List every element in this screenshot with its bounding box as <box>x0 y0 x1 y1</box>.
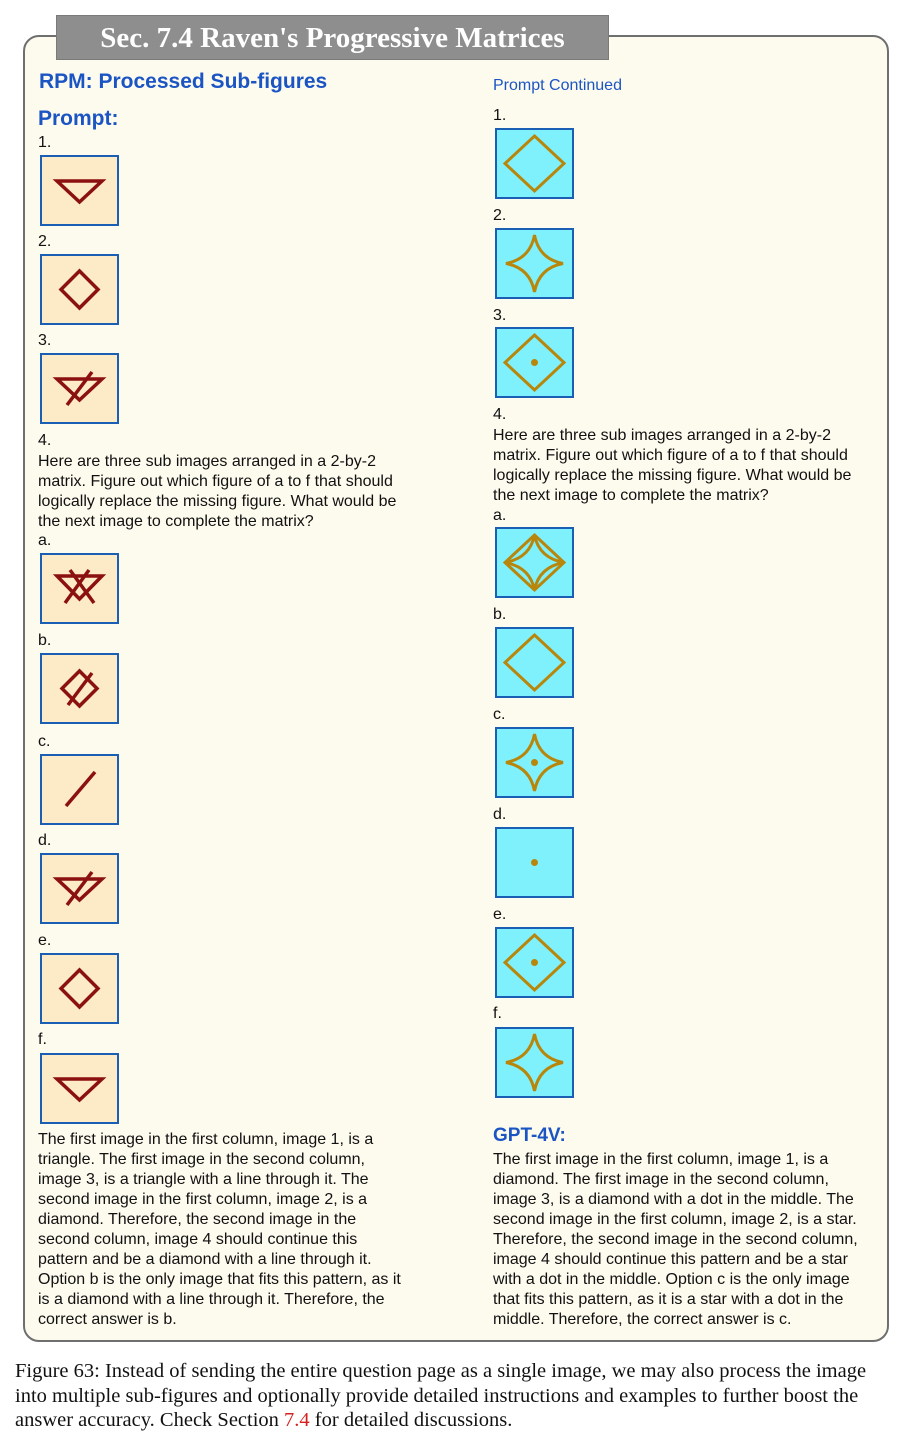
left-option-d <box>40 853 119 924</box>
left-label-b: b. <box>38 632 52 649</box>
left-label-a: a. <box>38 532 52 549</box>
left-answer-line: second image in the first column, image 2, is a <box>38 1191 368 1208</box>
right-figure-1-diamond <box>495 128 574 199</box>
left-label-e: e. <box>38 932 52 949</box>
right-question-line: logically replace the missing figure. What would be <box>493 467 852 484</box>
right-question-line: Here are three sub images arranged in a 2-by-2 <box>493 427 831 444</box>
left-answer-line: second column, image 4 should continue this <box>38 1231 358 1248</box>
right-label-e: e. <box>493 906 507 923</box>
caption-text: Figure 63: Instead of sending the entire question page as a single image, we may also process the image into multiple sub-figures and optionally provide detailed instructions and examples to further boost the answer accuracy. Check Section <box>15 1360 867 1431</box>
left-figure-3-triangle-line <box>40 353 119 424</box>
right-label-3: 3. <box>493 307 507 324</box>
left-answer-line: pattern and be a diamond with a line through it. <box>38 1251 372 1268</box>
figure-caption <box>15 1359 895 1433</box>
left-label-d: d. <box>38 832 52 849</box>
right-option-d <box>495 827 574 898</box>
left-answer-line: Option b is the only image that fits this pattern, as it <box>38 1271 401 1288</box>
right-answer-line: Therefore, the second image in the second column, <box>493 1231 858 1248</box>
prompt-heading: Prompt: <box>38 107 119 130</box>
left-label-f: f. <box>38 1031 47 1048</box>
right-option-e <box>495 927 574 998</box>
right-option-f <box>495 1027 574 1098</box>
left-question-line: Here are three sub images arranged in a 2-by-2 <box>38 453 376 470</box>
right-label-d: d. <box>493 806 507 823</box>
left-question-line: the next image to complete the matrix? <box>38 513 314 530</box>
left-label-1: 1. <box>38 134 52 151</box>
right-option-c <box>495 727 574 798</box>
left-figure-1-triangle <box>40 155 119 226</box>
left-answer-line: triangle. The first image in the second column, <box>38 1151 365 1168</box>
left-option-e <box>40 953 119 1024</box>
prompt-continued-heading: Prompt Continued <box>493 77 622 94</box>
right-answer-line: image 4 should continue this pattern and be a star <box>493 1251 848 1268</box>
right-label-c: c. <box>493 706 506 723</box>
section-link[interactable]: 7.4 <box>284 1409 310 1431</box>
right-answer-line: image 3, is a diamond with a dot in the middle. The <box>493 1191 854 1208</box>
right-label-4: 4. <box>493 406 507 423</box>
left-answer-line: is a diamond with a line through it. Therefore, the <box>38 1291 385 1308</box>
right-label-b: b. <box>493 606 507 623</box>
left-option-a <box>40 553 119 624</box>
right-figure-3-diamond-dot <box>495 327 574 398</box>
right-answer <box>493 1150 893 1330</box>
left-answer-line: image 3, is a triangle with a line through it. The <box>38 1171 369 1188</box>
left-label-3: 3. <box>38 332 52 349</box>
right-answer-line: The first image in the first column, image 1, is a <box>493 1151 829 1168</box>
left-answer-line: The first image in the first column, image 1, is a <box>38 1131 374 1148</box>
left-label-4: 4. <box>38 432 52 449</box>
right-answer-line: middle. Therefore, the correct answer is c. <box>493 1311 792 1328</box>
left-question-line: logically replace the missing figure. What would be <box>38 493 397 510</box>
right-question <box>493 426 893 506</box>
section-banner: Sec. 7.4 Raven's Progressive Matrices <box>56 15 609 60</box>
left-answer <box>38 1130 458 1330</box>
left-option-b <box>40 653 119 724</box>
right-figure-2-star <box>495 228 574 299</box>
left-figure-2-diamond <box>40 254 119 325</box>
right-label-1: 1. <box>493 107 507 124</box>
right-answer-line: diamond. The first image in the second column, <box>493 1171 829 1188</box>
right-answer-line: that fits this pattern, as it is a star with a dot in the <box>493 1291 844 1308</box>
right-question-line: the next image to complete the matrix? <box>493 487 769 504</box>
right-label-f: f. <box>493 1005 502 1022</box>
left-option-c <box>40 754 119 825</box>
left-question-line: matrix. Figure out which figure of a to f that should <box>38 473 393 490</box>
left-answer-line: diamond. Therefore, the second image in the <box>38 1211 357 1228</box>
left-answer-line: correct answer is b. <box>38 1311 177 1328</box>
caption-text-end: for detailed discussions. <box>309 1409 513 1431</box>
right-label-a: a. <box>493 507 507 524</box>
right-label-2: 2. <box>493 207 507 224</box>
left-question <box>38 452 458 532</box>
left-label-c: c. <box>38 733 51 750</box>
gpt-heading: GPT-4V: <box>493 1125 566 1146</box>
right-option-a <box>495 527 574 598</box>
left-label-2: 2. <box>38 233 52 250</box>
right-answer-line: second image in the first column, image 2, is a star. <box>493 1211 857 1228</box>
left-option-f <box>40 1053 119 1124</box>
right-option-b <box>495 627 574 698</box>
right-answer-line: with a dot in the middle. Option c is the only image <box>493 1271 850 1288</box>
right-question-line: matrix. Figure out which figure of a to f that should <box>493 447 848 464</box>
page-heading: RPM: Processed Sub-figures <box>39 70 328 93</box>
